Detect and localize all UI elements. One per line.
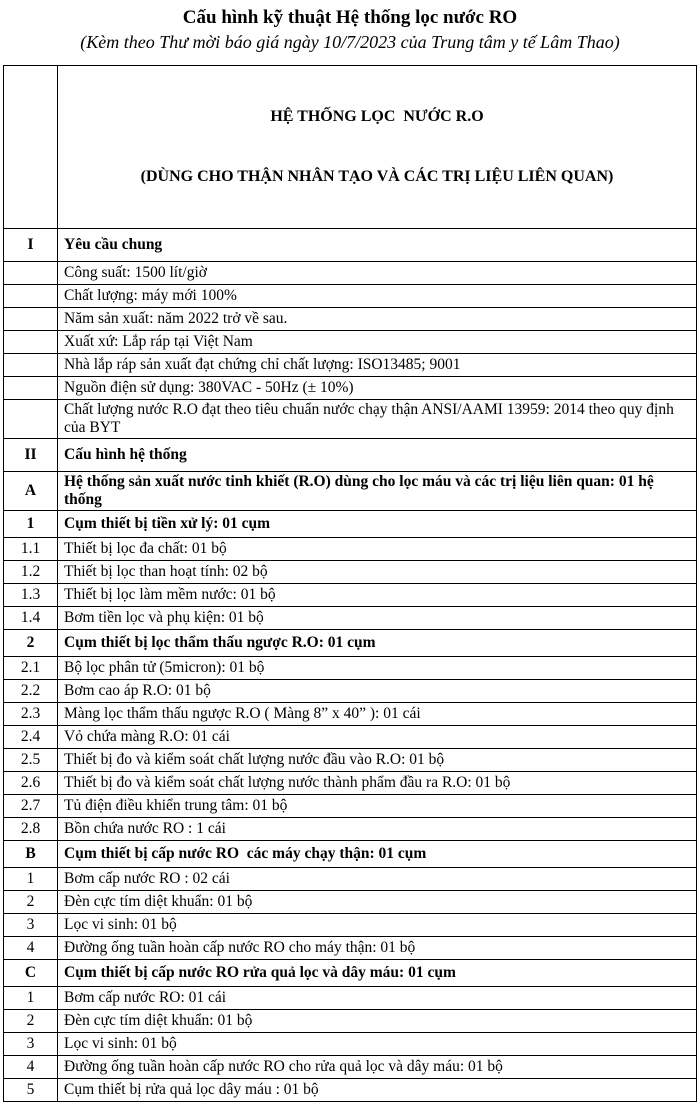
row-text-cell: Bồn chứa nước RO : 1 cái — [58, 818, 697, 841]
table-row — [4, 1079, 697, 1102]
row-code-cell: 1 — [4, 868, 58, 891]
row-text-cell: Tủ điện điều khiển trung tâm: 01 bộ — [58, 795, 697, 818]
table-row — [4, 229, 697, 262]
row-code-cell: 5 — [4, 1079, 58, 1102]
row-code-cell — [4, 262, 58, 285]
table-row — [4, 1010, 697, 1033]
row-text-cell: Chất lượng: máy mới 100% — [58, 285, 697, 308]
table-row — [4, 914, 697, 937]
row-text-cell: Thiết bị đo và kiểm soát chất lượng nước thành phẩm đầu ra R.O: 01 bộ — [58, 772, 697, 795]
row-code-cell: C — [4, 960, 58, 987]
row-code-cell: 2.8 — [4, 818, 58, 841]
row-text-cell: Đường ống tuần hoàn cấp nước RO cho máy thận: 01 bộ — [58, 937, 697, 960]
row-text-cell: Bộ lọc phân tử (5micron): 01 bộ — [58, 657, 697, 680]
table-row — [4, 607, 697, 630]
row-code-cell: 3 — [4, 1033, 58, 1056]
row-code-cell: 2.5 — [4, 749, 58, 772]
row-text-cell: Chất lượng nước R.O đạt theo tiêu chuẩn nước chạy thận ANSI/AAMI 13959: 2014 theo quy định của BYT — [58, 400, 697, 439]
table-row — [4, 703, 697, 726]
row-text-cell: Đèn cực tím diệt khuẩn: 01 bộ — [58, 1010, 697, 1033]
table-row — [4, 262, 697, 285]
row-code-cell: 2.1 — [4, 657, 58, 680]
row-text-cell: Bơm cao áp R.O: 01 bộ — [58, 680, 697, 703]
table-row — [4, 630, 697, 657]
row-text-cell: Cụm thiết bị cấp nước RO rửa quả lọc và dây máu: 01 cụm — [58, 960, 697, 987]
row-text-cell: Đường ống tuần hoàn cấp nước RO cho rửa quả lọc và dây máu: 01 bộ — [58, 1056, 697, 1079]
header-code-cell — [4, 66, 58, 229]
row-code-cell: 3 — [4, 914, 58, 937]
table-row — [4, 1056, 697, 1079]
row-code-cell — [4, 285, 58, 308]
header-banner-line1: HỆ THỐNG LỌC NƯỚC R.O — [270, 108, 484, 126]
table-row — [4, 538, 697, 561]
row-code-cell: I — [4, 229, 58, 262]
row-text-cell: Xuất xứ: Lắp ráp tại Việt Nam — [58, 331, 697, 354]
row-text-cell: Vỏ chứa màng R.O: 01 cái — [58, 726, 697, 749]
row-code-cell: A — [4, 472, 58, 511]
table-row — [4, 868, 697, 891]
row-text-cell: Lọc vi sinh: 01 bộ — [58, 914, 697, 937]
table-row — [4, 772, 697, 795]
table-row — [4, 285, 697, 308]
row-code-cell: 1.3 — [4, 584, 58, 607]
row-code-cell — [4, 354, 58, 377]
table-row — [4, 331, 697, 354]
row-text-cell: Bơm cấp nước RO: 01 cái — [58, 987, 697, 1010]
table-row — [4, 987, 697, 1010]
page-subtitle: (Kèm theo Thư mời báo giá ngày 10/7/2023 của Trung tâm y tế Lâm Thao) — [80, 31, 620, 52]
row-code-cell: 2.4 — [4, 726, 58, 749]
table-header-row — [4, 66, 697, 229]
row-text-cell: Thiết bị đo và kiểm soát chất lượng nước đầu vào R.O: 01 bộ — [58, 749, 697, 772]
row-code-cell: 2.3 — [4, 703, 58, 726]
row-code-cell: 1.4 — [4, 607, 58, 630]
row-text-cell: Cụm thiết bị tiền xử lý: 01 cụm — [58, 511, 697, 538]
row-code-cell: 1.1 — [4, 538, 58, 561]
header-banner-cell — [58, 66, 697, 229]
table-row — [4, 841, 697, 868]
table-row — [4, 439, 697, 472]
table-row — [4, 400, 697, 439]
table-row — [4, 891, 697, 914]
row-code-cell: II — [4, 439, 58, 472]
row-text-cell: Nguồn điện sử dụng: 380VAC - 50Hz (± 10%) — [58, 377, 697, 400]
row-text-cell: Thiết bị lọc đa chất: 01 bộ — [58, 538, 697, 561]
row-code-cell: 1 — [4, 987, 58, 1010]
table-row — [4, 1033, 697, 1056]
row-code-cell: 2 — [4, 1010, 58, 1033]
row-code-cell: 4 — [4, 1056, 58, 1079]
table-row — [4, 726, 697, 749]
table-row — [4, 657, 697, 680]
table-row — [4, 308, 697, 331]
table-row — [4, 354, 697, 377]
table-row — [4, 749, 697, 772]
row-code-cell: 2 — [4, 891, 58, 914]
row-text-cell: Thiết bị lọc làm mềm nước: 01 bộ — [58, 584, 697, 607]
spec-table-body — [4, 66, 697, 1102]
row-text-cell: Hệ thống sản xuất nước tinh khiết (R.O) dùng cho lọc máu và các trị liệu liên quan: 01 hệ thống — [58, 472, 697, 511]
row-code-cell: 2 — [4, 630, 58, 657]
row-text-cell: Cấu hình hệ thống — [58, 439, 697, 472]
page-title: Cấu hình kỹ thuật Hệ thống lọc nước RO — [182, 7, 518, 28]
table-row — [4, 561, 697, 584]
row-text-cell: Cụm thiết bị cấp nước RO các máy chạy thận: 01 cụm — [58, 841, 697, 868]
table-row — [4, 472, 697, 511]
row-code-cell: 1 — [4, 511, 58, 538]
row-text-cell: Màng lọc thẩm thấu ngược R.O ( Màng 8” x 40” ): 01 cái — [58, 703, 697, 726]
row-text-cell: Lọc vi sinh: 01 bộ — [58, 1033, 697, 1056]
row-code-cell — [4, 377, 58, 400]
row-text-cell: Cụm thiết bị lọc thẩm thấu ngược R.O: 01 cụm — [58, 630, 697, 657]
header-banner-line2: (DÙNG CHO THẬN NHÂN TẠO VÀ CÁC TRỊ LIỆU LIÊN QUAN) — [140, 168, 614, 186]
spec-table — [3, 65, 697, 1102]
row-code-cell: B — [4, 841, 58, 868]
table-row — [4, 960, 697, 987]
table-row — [4, 377, 697, 400]
row-code-cell: 2.2 — [4, 680, 58, 703]
row-text-cell: Bơm tiền lọc và phụ kiện: 01 bộ — [58, 607, 697, 630]
row-text-cell: Đèn cực tím diệt khuẩn: 01 bộ — [58, 891, 697, 914]
row-code-cell: 2.6 — [4, 772, 58, 795]
table-row — [4, 680, 697, 703]
table-row — [4, 818, 697, 841]
row-code-cell — [4, 331, 58, 354]
row-code-cell — [4, 308, 58, 331]
row-text-cell: Cụm thiết bị rửa quả lọc dây máu : 01 bộ — [58, 1079, 697, 1102]
table-row — [4, 584, 697, 607]
row-text-cell: Nhà lắp ráp sản xuất đạt chứng chỉ chất lượng: ISO13485; 9001 — [58, 354, 697, 377]
row-code-cell: 1.2 — [4, 561, 58, 584]
row-code-cell: 4 — [4, 937, 58, 960]
row-text-cell: Năm sản xuất: năm 2022 trở về sau. — [58, 308, 697, 331]
table-row — [4, 795, 697, 818]
row-text-cell: Thiết bị lọc than hoạt tính: 02 bộ — [58, 561, 697, 584]
table-row — [4, 937, 697, 960]
row-text-cell: Yêu cầu chung — [58, 229, 697, 262]
row-text-cell: Công suất: 1500 lít/giờ — [58, 262, 697, 285]
row-code-cell — [4, 400, 58, 439]
row-code-cell: 2.7 — [4, 795, 58, 818]
table-row — [4, 511, 697, 538]
row-text-cell: Bơm cấp nước RO : 02 cái — [58, 868, 697, 891]
